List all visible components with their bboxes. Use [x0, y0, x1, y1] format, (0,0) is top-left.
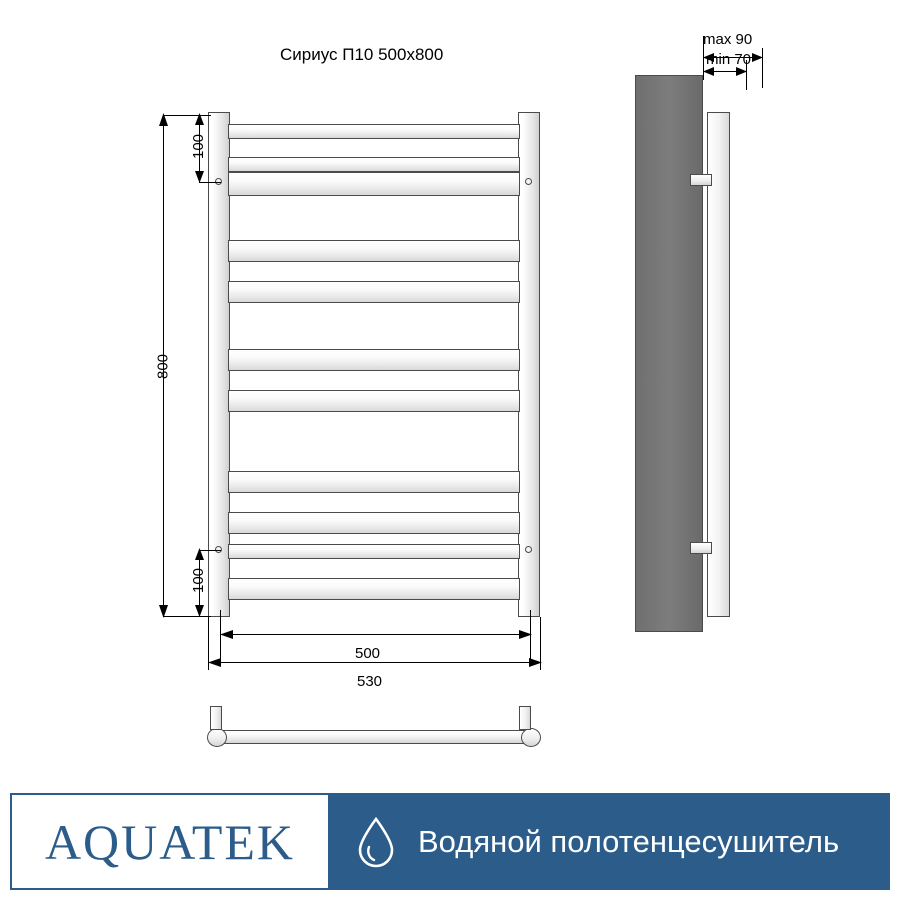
towel-bar	[228, 471, 520, 493]
ext-line-bottom-100	[199, 550, 221, 551]
dim-arrow-530-right	[528, 657, 542, 668]
towel-bar	[228, 240, 520, 262]
dim-label-530: 530	[357, 673, 383, 690]
ext-line-top-100	[199, 182, 221, 183]
dim-line-500	[222, 634, 530, 635]
dim-label-500: 500	[355, 645, 381, 662]
dim-arrow-bottom-100-down	[194, 604, 205, 617]
brand-name: AQUATEK	[44, 813, 296, 870]
towel-bar	[228, 172, 520, 196]
top-view-stub-left	[210, 706, 222, 730]
brand-cell	[12, 795, 330, 888]
top-view-stub-right	[519, 706, 531, 730]
page-title: Сириус П10 500x800	[280, 45, 444, 64]
dim-arrow-500-left	[220, 629, 234, 640]
dim-line-530	[208, 662, 540, 663]
towel-bar	[228, 349, 520, 371]
mount-hole	[525, 178, 532, 185]
dim-label-top-100: 100	[190, 133, 207, 160]
dim-label-bottom-100: 100	[190, 567, 207, 594]
top-view-cap-left	[207, 728, 227, 747]
footer-banner	[10, 793, 890, 890]
wall-connector-bottom	[690, 542, 712, 554]
water-drop-icon	[356, 816, 396, 868]
dim-arrow-530-left	[208, 657, 222, 668]
top-view-tube	[219, 730, 531, 744]
towel-bar	[228, 281, 520, 303]
towel-bar	[228, 157, 520, 172]
tagline-text: Водяной полотенцесушитель	[418, 823, 840, 859]
towel-bar	[228, 512, 520, 534]
mount-hole	[525, 546, 532, 553]
dim-label-max90: max 90	[703, 31, 753, 48]
front-right-rail	[518, 112, 540, 617]
dim-arrow-500-right	[518, 629, 532, 640]
towel-bar	[228, 544, 520, 559]
towel-bar	[228, 578, 520, 600]
towel-bar	[228, 390, 520, 412]
dim-label-800: 800	[154, 353, 172, 380]
tagline-cell	[330, 795, 888, 888]
wall-connector-top	[690, 174, 712, 186]
front-left-rail	[208, 112, 230, 617]
dim-arrow-max90-right	[751, 52, 763, 63]
towel-bar	[228, 124, 520, 139]
dim-label-min70: min 70	[706, 51, 752, 68]
top-view-cap-right	[521, 728, 541, 747]
